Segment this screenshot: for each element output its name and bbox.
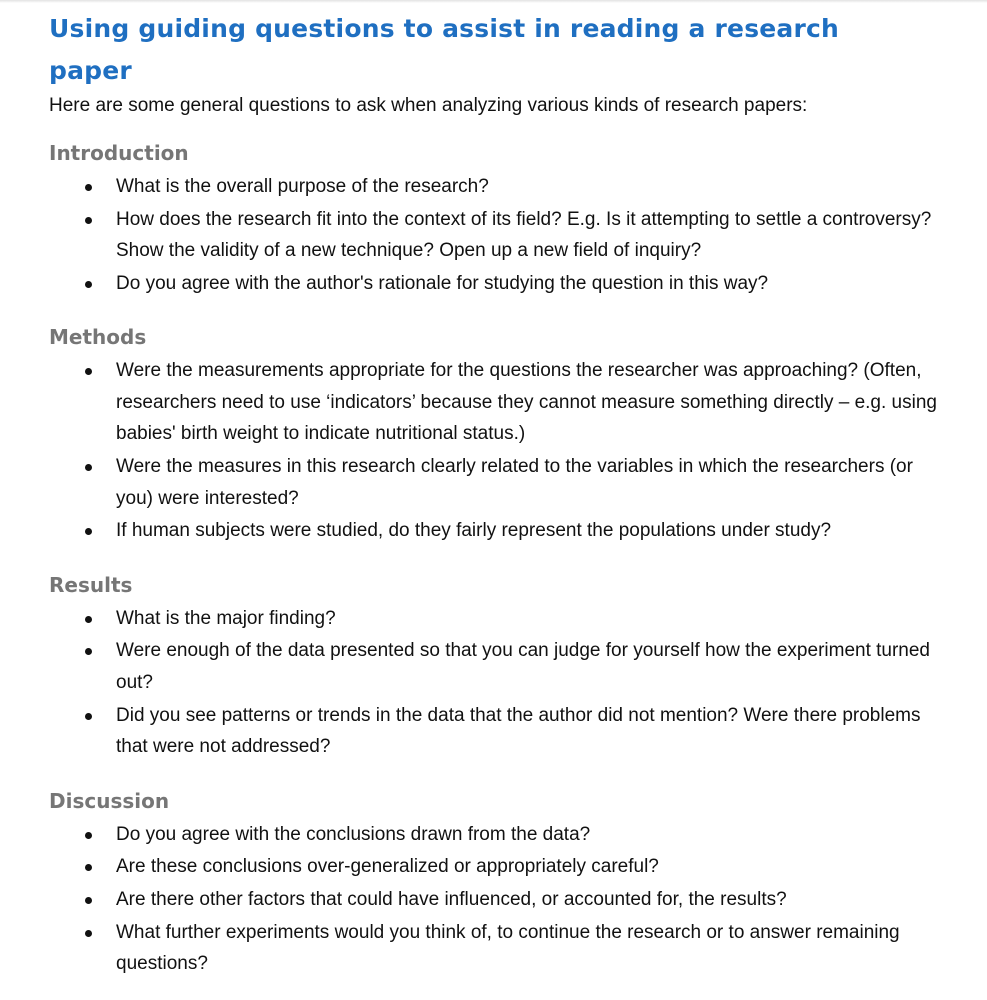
question-text: What is the major finding? [116,607,336,629]
question-text: Do you agree with the author's rationale for studying the question in this way? [116,272,769,294]
bullet-icon [85,930,92,937]
bullet-icon [85,217,92,224]
list-item [49,268,949,300]
document-page [49,8,949,980]
bullet-icon [85,528,92,535]
list-item [49,603,949,635]
bullet-icon [85,897,92,904]
list-item [49,451,949,514]
bullet-icon [85,616,92,623]
list-item [49,851,949,883]
bullet-icon [85,464,92,471]
question-list [49,603,949,763]
intro-paragraph: Here are some general questions to ask when analyzing various kinds of research papers: [49,95,808,116]
list-item [49,819,949,851]
list-item [49,635,949,698]
section-heading: Discussion [49,788,170,813]
bullet-icon [85,864,92,871]
list-item [49,204,949,267]
bullet-icon [85,648,92,655]
question-list [49,171,949,299]
question-list [49,355,949,546]
section-methods [49,319,949,546]
list-item [49,884,949,916]
section-introduction [49,135,949,299]
question-text: Were the measures in this research clearly related to the variables in which the researchers (or you) were interested? [116,456,913,509]
bullet-icon [85,281,92,288]
question-text: What is the overall purpose of the research? [116,176,489,197]
list-item [49,917,949,980]
question-text: Did you see patterns or trends in the data that the author did not mention? Were there problems that were not addressed? [116,704,921,758]
section-heading: Results [49,572,133,597]
question-text: If human subjects were studied, do they fairly represent the populations under study? [116,520,832,542]
section-discussion [49,783,949,980]
section-heading: Methods [49,325,147,350]
list-item [49,700,949,763]
question-text: Were the measurements appropriate for the questions the researcher was approaching? (Often, researchers need to use ‘indicators’ because they cannot measure something directly – e.g. using babies' birth weight to indicate nutritional status.) [116,360,937,445]
list-item [49,171,949,203]
list-item [49,355,949,450]
bullet-icon [85,713,92,720]
section-heading: Introduction [49,141,189,165]
question-list [49,819,949,980]
question-text: How does the research fit into the context of its field? E.g. Is it attempting to settle a controversy? Show the validity of a new technique? Open up a new field of inquiry? [116,208,932,262]
question-text: Are these conclusions over-generalized or appropriately careful? [116,856,659,878]
list-item [49,515,949,547]
question-text: Were enough of the data presented so that you can judge for yourself how the experiment turned out? [116,640,931,693]
question-text: Do you agree with the conclusions drawn from the data? [116,823,591,845]
question-text: What further experiments would you think of, to continue the research or to answer remaining questions? [116,921,900,975]
page-top-edge [0,0,987,3]
bullet-icon [85,184,92,191]
bullet-icon [85,832,92,839]
page-title: Using guiding questions to assist in reading a research paper [49,14,840,85]
question-text: Are there other factors that could have influenced, or accounted for, the results? [116,889,787,910]
bullet-icon [85,368,92,375]
section-results [49,567,949,763]
